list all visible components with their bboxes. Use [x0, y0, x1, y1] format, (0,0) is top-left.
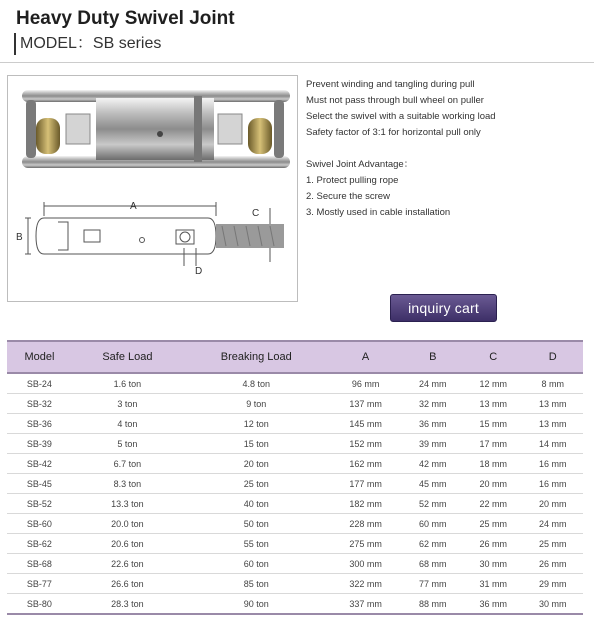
rope-stub: [216, 224, 284, 248]
cell-b: 45 mm: [402, 474, 464, 494]
page-title: Heavy Duty Swivel Joint: [16, 8, 235, 29]
cell-b: 42 mm: [402, 454, 464, 474]
cell-safe-load: 1.6 ton: [72, 373, 183, 394]
spec-table: [7, 340, 583, 615]
cell-breaking-load: 85 ton: [183, 574, 330, 594]
cell-model: SB-24: [7, 373, 72, 394]
cell-d: 26 mm: [523, 554, 584, 574]
cell-model: SB-39: [7, 434, 72, 454]
cell-model: SB-36: [7, 414, 72, 434]
header-divider: [0, 62, 594, 63]
header-d: D: [523, 341, 584, 373]
description-line: Select the swivel with a suitable working load: [306, 111, 496, 122]
cell-a: 182 mm: [330, 494, 402, 514]
cell-a: 322 mm: [330, 574, 402, 594]
cell-b: 60 mm: [402, 514, 464, 534]
cell-safe-load: 13.3 ton: [72, 494, 183, 514]
cell-d: 13 mm: [523, 414, 584, 434]
advantage-item: 1. Protect pulling rope: [306, 175, 399, 186]
cell-model: SB-80: [7, 594, 72, 615]
cell-d: 8 mm: [523, 373, 584, 394]
cell-c: 36 mm: [464, 594, 523, 615]
cell-d: 16 mm: [523, 474, 584, 494]
cell-b: 32 mm: [402, 394, 464, 414]
cell-model: SB-77: [7, 574, 72, 594]
header-a: A: [330, 341, 402, 373]
cell-c: 12 mm: [464, 373, 523, 394]
table-row: [7, 454, 583, 474]
cell-a: 300 mm: [330, 554, 402, 574]
dimension-d-label: D: [195, 266, 203, 277]
cell-safe-load: 5 ton: [72, 434, 183, 454]
cell-a: 96 mm: [330, 373, 402, 394]
table-row: [7, 494, 583, 514]
spec-table-body: [7, 373, 583, 614]
cell-model: SB-42: [7, 454, 72, 474]
cell-breaking-load: 40 ton: [183, 494, 330, 514]
table-row: [7, 574, 583, 594]
dimension-c-label: C: [252, 208, 260, 219]
cell-d: 20 mm: [523, 494, 584, 514]
description: [306, 77, 586, 221]
header-b: B: [402, 341, 464, 373]
cell-c: 17 mm: [464, 434, 523, 454]
cell-breaking-load: 12 ton: [183, 414, 330, 434]
cell-a: 275 mm: [330, 534, 402, 554]
cell-safe-load: 26.6 ton: [72, 574, 183, 594]
table-row: [7, 394, 583, 414]
cell-breaking-load: 55 ton: [183, 534, 330, 554]
cell-b: 88 mm: [402, 594, 464, 615]
cell-a: 145 mm: [330, 414, 402, 434]
cell-d: 30 mm: [523, 594, 584, 615]
cell-model: SB-52: [7, 494, 72, 514]
cell-model: SB-68: [7, 554, 72, 574]
table-row: [7, 434, 583, 454]
cell-d: 25 mm: [523, 534, 584, 554]
cell-b: 52 mm: [402, 494, 464, 514]
dimension-a-label: A: [130, 201, 137, 212]
description-line: Prevent winding and tangling during pull: [306, 79, 475, 90]
header-breaking-load: Breaking Load: [183, 341, 330, 373]
cell-c: 31 mm: [464, 574, 523, 594]
cell-b: 36 mm: [402, 414, 464, 434]
header-safe-load: Safe Load: [72, 341, 183, 373]
cell-a: 162 mm: [330, 454, 402, 474]
cell-d: 24 mm: [523, 514, 584, 534]
cell-d: 13 mm: [523, 394, 584, 414]
cell-a: 337 mm: [330, 594, 402, 615]
cell-safe-load: 6.7 ton: [72, 454, 183, 474]
cell-model: SB-62: [7, 534, 72, 554]
swivel-joint-illustration: [8, 76, 297, 301]
cell-b: 24 mm: [402, 373, 464, 394]
description-line: Safety factor of 3:1 for horizontal pull only: [306, 127, 481, 138]
cell-safe-load: 8.3 ton: [72, 474, 183, 494]
header-c: C: [464, 341, 523, 373]
cell-c: 25 mm: [464, 514, 523, 534]
cell-a: 228 mm: [330, 514, 402, 534]
cell-model: SB-45: [7, 474, 72, 494]
advantage-item: 3. Mostly used in cable installation: [306, 207, 451, 218]
cell-d: 29 mm: [523, 574, 584, 594]
cell-a: 152 mm: [330, 434, 402, 454]
advantage-title: Swivel Joint Advantage：: [306, 159, 414, 170]
cell-c: 26 mm: [464, 534, 523, 554]
cell-breaking-load: 25 ton: [183, 474, 330, 494]
cell-c: 22 mm: [464, 494, 523, 514]
table-row: [7, 554, 583, 574]
cell-d: 14 mm: [523, 434, 584, 454]
table-header-row: [7, 341, 583, 373]
cell-breaking-load: 50 ton: [183, 514, 330, 534]
cell-breaking-load: 9 ton: [183, 394, 330, 414]
cell-d: 16 mm: [523, 454, 584, 474]
model-label: MODEL：SB series: [14, 33, 161, 55]
cell-safe-load: 20.6 ton: [72, 534, 183, 554]
cell-c: 20 mm: [464, 474, 523, 494]
table-row: [7, 594, 583, 615]
cell-a: 177 mm: [330, 474, 402, 494]
cell-b: 39 mm: [402, 434, 464, 454]
cell-model: SB-60: [7, 514, 72, 534]
cell-b: 68 mm: [402, 554, 464, 574]
dimension-b-label: B: [16, 232, 23, 243]
cell-a: 137 mm: [330, 394, 402, 414]
table-row: [7, 373, 583, 394]
cell-safe-load: 3 ton: [72, 394, 183, 414]
cell-breaking-load: 90 ton: [183, 594, 330, 615]
cell-breaking-load: 15 ton: [183, 434, 330, 454]
advantage-item: 2. Secure the screw: [306, 191, 390, 202]
cell-breaking-load: 60 ton: [183, 554, 330, 574]
description-line: Must not pass through bull wheel on puller: [306, 95, 484, 106]
cell-c: 13 mm: [464, 394, 523, 414]
cell-b: 62 mm: [402, 534, 464, 554]
swivel-photo: [22, 90, 290, 168]
cell-c: 30 mm: [464, 554, 523, 574]
cell-breaking-load: 4.8 ton: [183, 373, 330, 394]
table-row: [7, 474, 583, 494]
table-row: [7, 534, 583, 554]
cell-safe-load: 4 ton: [72, 414, 183, 434]
cell-c: 15 mm: [464, 414, 523, 434]
cell-c: 18 mm: [464, 454, 523, 474]
table-row: [7, 514, 583, 534]
cell-b: 77 mm: [402, 574, 464, 594]
table-row: [7, 414, 583, 434]
inquiry-cart-button[interactable]: inquiry cart: [390, 294, 497, 322]
cell-safe-load: 20.0 ton: [72, 514, 183, 534]
cell-safe-load: 28.3 ton: [72, 594, 183, 615]
header-model: Model: [7, 341, 72, 373]
cell-safe-load: 22.6 ton: [72, 554, 183, 574]
product-image: [7, 75, 298, 302]
cell-model: SB-32: [7, 394, 72, 414]
cell-breaking-load: 20 ton: [183, 454, 330, 474]
